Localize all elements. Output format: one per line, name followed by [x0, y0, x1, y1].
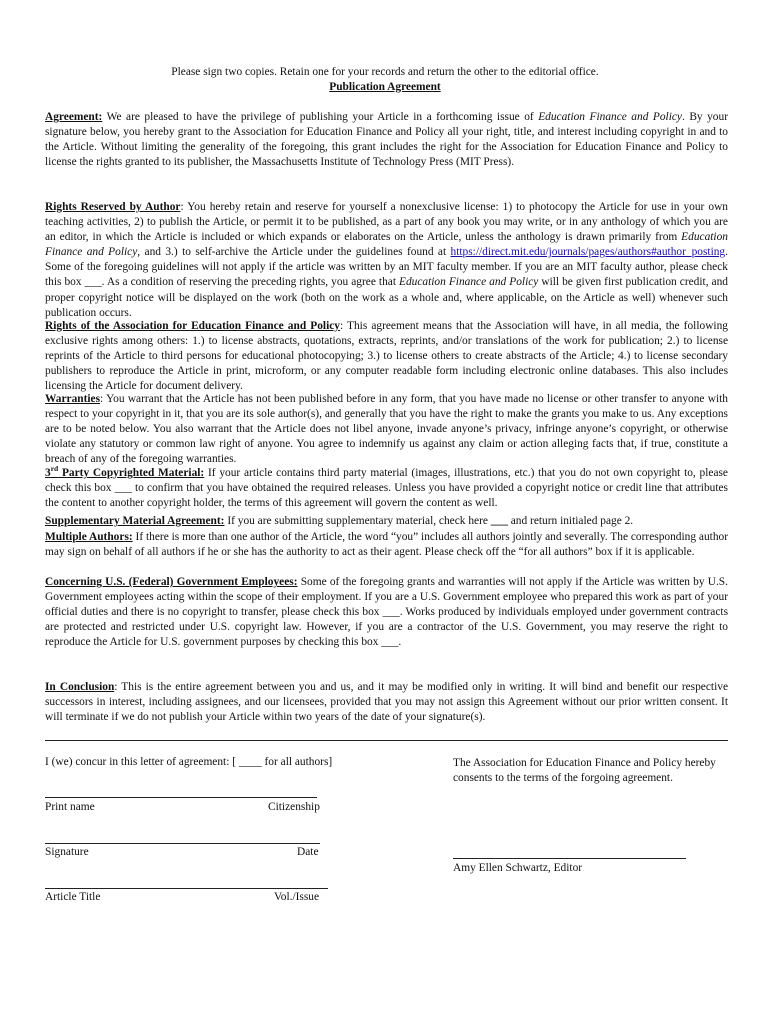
association-consent: The Association for Education Finance and Policy hereby consents to the terms of the forgoing agreement. [453, 757, 716, 785]
warranties-text: : You warrant that the Article has not been published before in any form, that you have made no license or other transfer to anyone with respect to your copyright in it, that you are its sole author(s), and generally that you have the right to make the grants you make to us. Any exceptions are to be noted below. You also warrant that the Article does not libel anyone, invade anyone’s privacy, infringe anyone’s copyright, or otherwise violate any statutory or common law right of anyone. You agree to indemnify us against any claim or action alleging facts that, if true, constitute a breach of any of the foregoing warranties. [45, 393, 728, 466]
signature-label: Signature [45, 846, 89, 858]
editor-name: Amy Ellen Schwartz, Editor [453, 862, 583, 874]
rights-author-text-b: , and 3.) to self-archive the Article under the guidelines found at [137, 246, 451, 259]
editor-signature-line [453, 858, 686, 859]
multiple-authors-text: If there is more than one author of the Article, the word “you” includes all authors jointly and severally. The corresponding author may sign on behalf of all authors if he or she has the authority to act as their agent. Please check off the “for all authors” box if it is applicable. [45, 531, 728, 559]
print-name-label: Print name [45, 801, 95, 813]
multiple-authors-heading: Multiple Authors: [45, 531, 133, 543]
conclusion-heading: In Conclusion [45, 681, 115, 693]
rights-author-heading: Rights Reserved by Author [45, 201, 181, 213]
concur-statement: I (we) concur in this letter of agreement: [ ____ for all authors] [45, 756, 333, 768]
author-posting-link[interactable]: https://direct.mit.edu/journals/pages/authors#author_posting [450, 246, 726, 259]
agreement-section [45, 110, 728, 170]
supplementary-text-b: and return initialed page 2. [507, 515, 634, 527]
conclusion-section [45, 680, 728, 725]
conclusion-text: : This is the entire agreement between you and us, and it may be modified only in writing. It will bind and benefit our respective successors in interest, including assignees, and our licensees, provided that you may not assign this Agreement without our prior written consent. It will terminate if we do not publish your Article within two years of the date of your signature(s). [45, 681, 728, 724]
journal-name: Education Finance and Policy [399, 276, 539, 289]
third-party-heading-rest: Party Copyrighted Material: [58, 467, 205, 479]
rights-association-heading: Rights of the Association for Education Finance and Policy [45, 320, 340, 332]
warranties-section [45, 392, 728, 467]
agreement-text-a: We are pleased to have the privilege of publishing your Article in a forthcoming issue of [102, 111, 539, 123]
article-title-label: Article Title [45, 891, 101, 903]
print-name-line[interactable] [45, 797, 317, 798]
third-party-heading-num: 3 [45, 467, 51, 479]
third-party-text: If your article contains third party material (images, illustrations, etc.) that you do not own copyright to, please check this box ___ to confirm that you have obtained the required releases. Unless you have provided a copyright notice or credit line that attributes the content to another copyright holder, the terms of this agreement will govern the content as well. [45, 467, 728, 510]
article-title-line[interactable] [45, 888, 328, 889]
multiple-authors-section [45, 530, 728, 560]
citizenship-label: Citizenship [268, 801, 320, 813]
us-government-section [45, 575, 728, 650]
supplementary-check-blank[interactable]: ___ [490, 515, 508, 527]
rights-author-text-d: will be given first publication credit, and proper copyright notice will be displayed on the work (both on the work as a whole and, where applicable, on the Article as well) whenever such publication occurs. [45, 276, 728, 319]
date-label: Date [297, 846, 319, 858]
third-party-section [45, 466, 728, 511]
supplementary-heading: Supplementary Material Agreement: [45, 515, 225, 527]
rights-author-text-a: : You hereby retain and reserve for yourself a nonexclusive license: 1) to photocopy the Article for use in your own teaching activities, 2) to publish the Article, or permit it to be published, as a part of any book you may write, or in any anthology of which you are an editor, in which the Article is included or which expands or elaborates on the Article, unless the anthology is drawn primarily from [45, 201, 728, 244]
rights-author-text-c: . Some of the foregoing guidelines will not apply if the article was written by an MIT faculty member. If you are an MIT faculty author, please check this box ___. As a condition of reserving the preceding rights, you agree that [45, 246, 728, 289]
rights-association-text: : This agreement means that the Association will have, in all media, the following exclusive rights among others: 1.) to license abstracts, quotations, extracts, reprints, and/or translations of the work for publication; 2.) to license reprints of the Article to third persons for educational photocopying; 3.) to license others to create abstracts of the Article; 4.) to license secondary publishers to reproduce the Article in print, microform, or any computer readable form including electronic online databases. This also includes licensing the Article for document delivery. [45, 320, 728, 393]
third-party-heading [45, 464, 205, 479]
supplementary-text-a: If you are submitting supplementary material, check here [224, 515, 491, 527]
third-party-heading-sup: rd [50, 464, 59, 474]
signing-instruction: Please sign two copies. Retain one for your records and return the other to the editorial office. [171, 66, 599, 78]
us-government-heading: Concerning U.S. (Federal) Government Employees: [45, 576, 298, 588]
warranties-heading: Warranties [45, 393, 101, 405]
agreement-heading: Agreement: [45, 111, 103, 123]
journal-name: Education Finance and Policy [538, 111, 682, 123]
page-title: Publication Agreement [329, 81, 441, 93]
journal-name: Education Finance and Policy [45, 231, 728, 259]
vol-issue-label: Vol./Issue [274, 891, 320, 903]
rights-association-section [45, 319, 728, 394]
supplementary-section [45, 514, 728, 529]
us-government-text: Some of the foregoing grants and warranties will not apply if the Article was written by U.S. Government employees acting within the scope of their employment. If you are a U.S. Government employee who prepared this work as part of your official duties and there is no copyright to transfer, please check this box ___. Works produced by individuals employed under government contracts are protected and restricted under U.S. copyright law. However, if you are a contractor of the U.S. Government, you may reserve the right to reproduce the Article for U.S. government purposes by checking this box ___. [45, 576, 728, 649]
rights-author-section [45, 200, 728, 321]
agreement-text-b: . By your signature below, you hereby grant to the Association for Education Finance and Policy all your right, title, and interest including copyright in and to the Article. Without limiting the generality of the foregoing, this grant includes the right for the Association for Education Finance and Policy to license the rights granted to its publisher, the Massachusetts Institute of Technology Press (MIT Press). [45, 111, 728, 169]
signature-line[interactable] [45, 843, 320, 844]
section-divider [45, 740, 728, 741]
